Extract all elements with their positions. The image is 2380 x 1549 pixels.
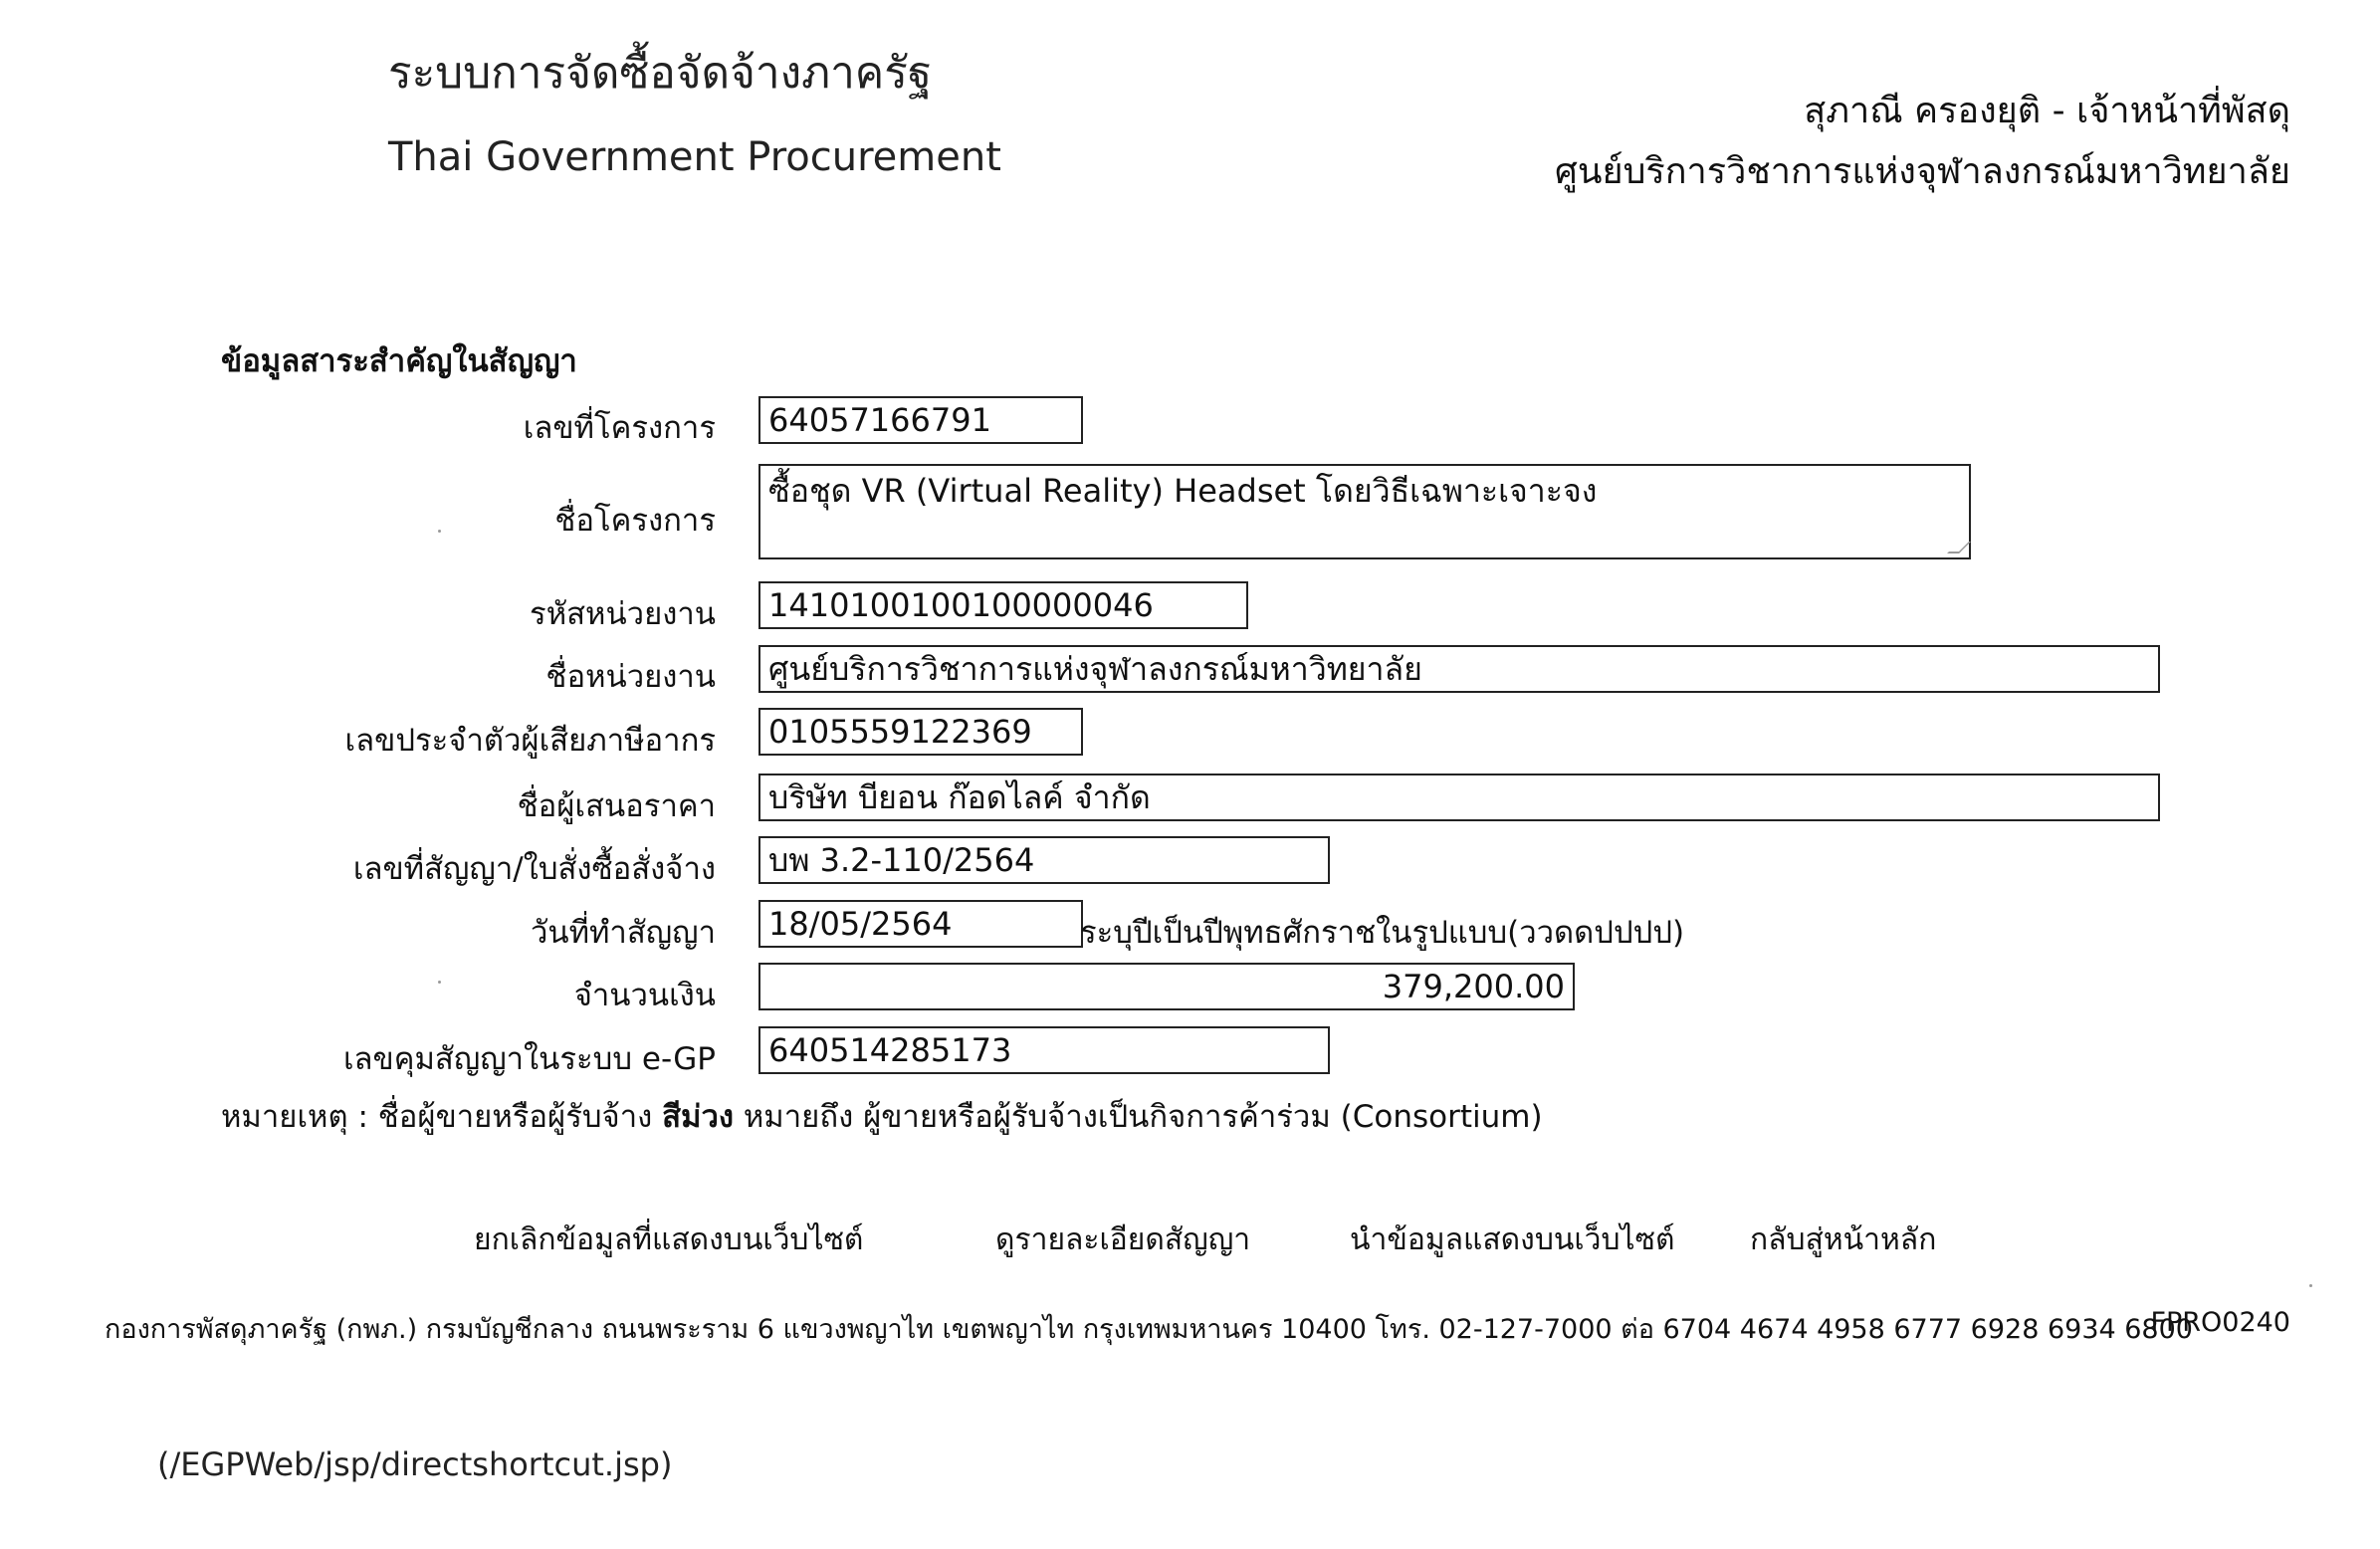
dept-name-label: ชื่อหน่วยงาน — [545, 659, 716, 695]
bidder-name-field[interactable]: บริษัท บียอน ก๊อดไลค์ จำกัด — [758, 774, 2160, 821]
egp-contract-no-label: เลขคุมสัญญาในระบบ e-GP — [342, 1041, 716, 1077]
section-title: ข้อมูลสาระสำคัญในสัญญา — [221, 343, 577, 379]
egp-contract-no-field[interactable]: 640514285173 — [758, 1026, 1330, 1074]
page-url: (/EGPWeb/jsp/directshortcut.jsp) — [157, 1445, 673, 1483]
note-suffix: หมายถึง ผู้ขายหรือผู้รับจ้างเป็นกิจการค้าร่วม (Consortium) — [743, 1099, 1543, 1135]
note — [221, 1091, 1543, 1141]
publish-to-website-link[interactable]: นำข้อมูลแสดงบนเว็บไซต์ — [1350, 1222, 1675, 1257]
user-organization: ศูนย์บริการวิชาการแห่งจุฬาลงกรณ์มหาวิทยาลัย — [1555, 151, 2290, 192]
view-contract-details-link[interactable]: ดูรายละเอียดสัญญา — [995, 1222, 1251, 1257]
system-title-en: Thai Government Procurement — [388, 134, 1001, 180]
cancel-display-link[interactable]: ยกเลิกข้อมูลที่แสดงบนเว็บไซต์ — [474, 1222, 864, 1257]
note-highlight: สีม่วง — [662, 1099, 735, 1135]
project-no-label: เลขที่โครงการ — [523, 410, 716, 446]
contract-date-hint: ระบุปีเป็นปีพุทธศักราชในรูปแบบ(ววดดปปปป) — [1080, 915, 1685, 951]
user-info: สุภาณี ครองยุติ - เจ้าหน้าที่พัสดุ — [1804, 91, 2290, 131]
amount-field[interactable]: 379,200.00 — [758, 963, 1575, 1010]
tax-id-field[interactable]: 0105559122369 — [758, 708, 1083, 756]
amount-label: จำนวนเงิน — [573, 978, 716, 1013]
system-title-th: ระบบการจัดซื้อจัดจ้างภาครัฐ — [388, 48, 933, 99]
scan-speck — [438, 530, 441, 533]
resize-handle-icon[interactable] — [1947, 542, 1971, 553]
project-name-textarea[interactable] — [758, 464, 1971, 559]
contract-date-label: วันที่ทำสัญญา — [530, 915, 716, 951]
scan-speck — [438, 981, 441, 984]
footer-address: กองการพัสดุภาครัฐ (กพภ.) กรมบัญชีกลาง ถนนพระราม 6 แขวงพญาไท เขตพญาไท กรุงเทพมหานคร 10400 โทร. 02-127-7000 ต่อ 6704 4674 4958 6777 6928 6934 6800 — [105, 1314, 2193, 1345]
note-prefix: หมายเหตุ : ชื่อผู้ขายหรือผู้รับจ้าง — [221, 1099, 653, 1135]
tax-id-label: เลขประจำตัวผู้เสียภาษีอากร — [344, 723, 716, 759]
dept-code-field[interactable]: 1410100100100000046 — [758, 581, 1248, 629]
project-name-value: ซื้อชุด VR (Virtual Reality) Headset โดยวิธีเฉพาะเจาะจง — [768, 472, 1598, 510]
contract-no-label: เลขที่สัญญา/ใบสั่งซื้อสั่งจ้าง — [352, 851, 716, 887]
project-name-label: ชื่อโครงการ — [554, 503, 716, 539]
contract-date-field[interactable]: 18/05/2564 — [758, 900, 1083, 948]
back-to-home-link[interactable]: กลับสู่หน้าหลัก — [1750, 1222, 1937, 1257]
dept-name-field[interactable]: ศูนย์บริการวิชาการแห่งจุฬาลงกรณ์มหาวิทยาลัย — [758, 645, 2160, 693]
contract-no-field[interactable]: บพ 3.2-110/2564 — [758, 836, 1330, 884]
project-no-field[interactable]: 64057166791 — [758, 396, 1083, 444]
bidder-name-label: ชื่อผู้เสนอราคา — [517, 788, 716, 824]
dept-code-label: รหัสหน่วยงาน — [530, 596, 716, 632]
scan-speck — [2309, 1284, 2312, 1287]
footer-page-code: FPRO0240 — [2150, 1307, 2290, 1338]
